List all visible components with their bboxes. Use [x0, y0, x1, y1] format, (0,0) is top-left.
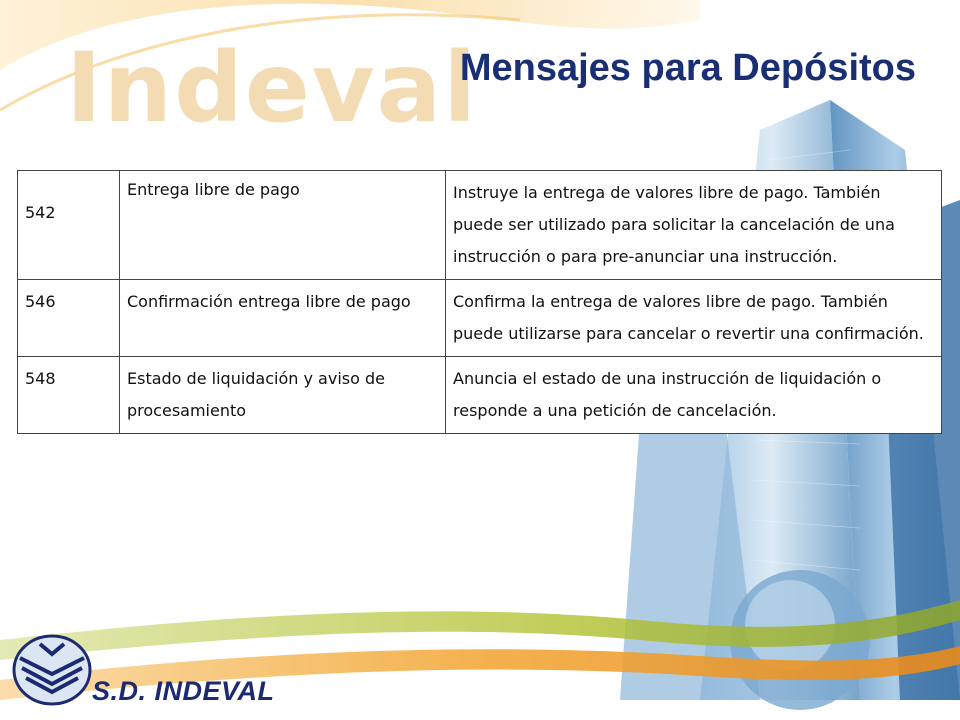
- message-code-cell: 546: [18, 280, 120, 357]
- messages-table: [17, 170, 942, 434]
- message-description-cell: Anuncia el estado de una instrucción de liquidación o responde a una petición de cancelación.: [446, 357, 942, 434]
- message-name-cell: Entrega libre de pago: [120, 171, 446, 280]
- message-name-cell: Confirmación entrega libre de pago: [120, 280, 446, 357]
- indeval-watermark: Indeval: [66, 32, 479, 144]
- table-row: [18, 171, 942, 280]
- logo-text: S.D. INDEVAL: [92, 676, 275, 706]
- message-code-cell: 548: [18, 357, 120, 434]
- message-description-cell: Confirma la entrega de valores libre de pago. También puede utilizarse para cancelar o revertir una confirmación.: [446, 280, 942, 357]
- message-name-cell: Estado de liquidación y aviso de procesamiento: [120, 357, 446, 434]
- message-code-cell: 542: [18, 171, 120, 280]
- table-row: [18, 357, 942, 434]
- table-row: [18, 280, 942, 357]
- message-description-cell: Instruye la entrega de valores libre de pago. También puede ser utilizado para solicitar la cancelación de una instrucción o para pre-anunciar una instrucción.: [446, 171, 942, 280]
- slide-title: Mensajes para Depósitos: [459, 47, 916, 89]
